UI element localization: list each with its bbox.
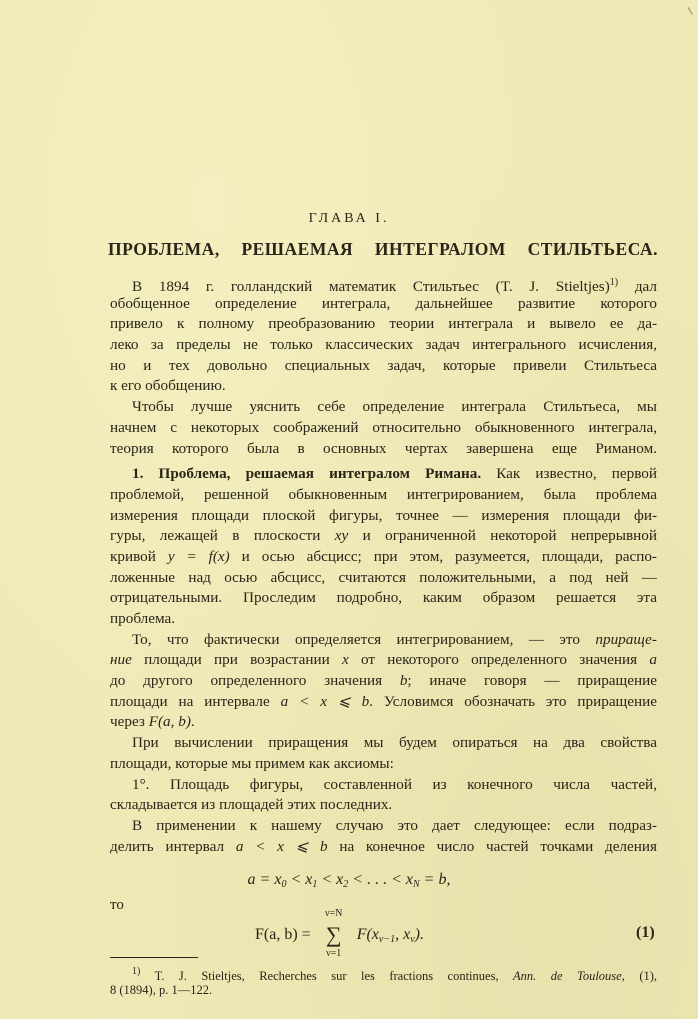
text-run: от некоторого определенного значения [348, 651, 650, 669]
text-run: В применении к нашему случаю это дает следующее: если подраз- [132, 816, 657, 834]
text-line [110, 671, 657, 692]
subscript: 1 [312, 879, 318, 890]
text-run: T. J. Stieltjes, Recherches sur les fractions continues, [140, 969, 514, 983]
text-run: = b, [419, 871, 451, 888]
text-line [110, 547, 657, 568]
italic-run: a < x ⩽ b [280, 692, 370, 710]
text-run: площади, которые мы примем как аксиомы: [110, 754, 394, 772]
text-run: кривой [110, 547, 168, 565]
text-line [110, 439, 657, 460]
text-line [110, 335, 657, 356]
text-run: Как известно, первой [481, 465, 657, 483]
text-run: То, что фактически определяется интегрированием, — это [132, 630, 596, 648]
text-line [110, 712, 657, 733]
text-run: , x [395, 926, 411, 943]
formula-rhs [357, 926, 424, 943]
text-run: . [190, 713, 195, 731]
text-line [110, 273, 657, 294]
text-line [110, 506, 657, 527]
italic-run: b [399, 672, 408, 690]
text-line [110, 526, 657, 547]
body-text [110, 273, 657, 857]
text-run: на конечное число частей точками деления [327, 837, 657, 855]
text-run: площади на интервале [110, 692, 281, 710]
text-line [110, 568, 657, 589]
footnote-rule [110, 957, 198, 958]
text-run: и осью абсцисс; при этом, разумеется, площади, распо- [229, 547, 657, 565]
footnote-line [110, 981, 657, 1000]
text-run: до другого определенного значения [110, 672, 400, 690]
sum-symbol [321, 908, 347, 959]
italic-run: ние [110, 651, 132, 669]
superscript: 1) [609, 277, 619, 288]
equation-number: (1) [636, 924, 655, 941]
subscript: N [412, 879, 420, 890]
text-run: 8 (1894), p. 1—122. [110, 983, 213, 997]
superscript: 1) [132, 966, 141, 977]
text-run: но и тех довольно специальных задач, которые привели Стильтьеса [110, 356, 657, 374]
text-run: делить интервал [110, 837, 236, 855]
text-line [110, 609, 657, 630]
connector-word: то [110, 897, 124, 913]
text-run: и ограниченной некоторой непрерывной [348, 527, 657, 545]
text-run: леко за пределы не только классических задач интегрального исчисления, [110, 336, 657, 354]
footnote [110, 962, 657, 1000]
text-line [110, 376, 657, 397]
text-run: Чтобы лучше уяснить себе определение интеграла Стильтьеса, мы [132, 398, 657, 416]
text-run: обобщенное определение интеграла, дальнейшее развитие которого [110, 294, 657, 312]
subscript: 2 [343, 879, 349, 890]
text-line [110, 314, 657, 335]
text-run: начнем с некоторых соображений относительно обыкновенного интеграла, [110, 418, 657, 436]
italic-run: a < x ⩽ b [235, 837, 328, 855]
sigma: ∑ [325, 922, 342, 947]
text-run: складывается из площадей этих последних. [110, 796, 393, 814]
partition-formula [0, 871, 698, 890]
italic-run: прираще- [595, 630, 657, 648]
sum-upper-limit: ν=N [324, 908, 343, 919]
text-run: площади при возрастании [131, 651, 343, 669]
text-run: теория которого была в основных чертах завершена еще Риманом. [110, 439, 657, 457]
subscript: ν−1 [378, 934, 396, 945]
text-run: < x [286, 871, 313, 888]
text-line [110, 733, 657, 754]
text-line [110, 630, 657, 651]
text-run: дал [618, 278, 658, 295]
text-line [110, 418, 657, 439]
text-line [110, 397, 657, 418]
text-run: < . . . < x [348, 871, 413, 888]
text-run: ложенные над осью абсцисс, считаются положительными, а под ней — [110, 568, 657, 586]
text-line [110, 775, 657, 796]
footnote-line [110, 962, 657, 981]
bold-run: 1. Проблема, решаемая интегралом Римана. [132, 465, 482, 483]
text-line [110, 485, 657, 506]
text-line [110, 816, 657, 837]
text-run: В 1894 г. голландский математик Стильтьес (T. J. Stieltjes) [132, 278, 610, 295]
text-run: привело к полному преобразованию теории интеграла и вывело ее да- [110, 315, 657, 333]
subscript: ν [410, 934, 415, 945]
text-line [110, 650, 657, 671]
chapter-heading: ГЛАВА I. [308, 211, 390, 226]
text-run: F(x [356, 926, 379, 943]
text-run: ; иначе говоря — приращение [407, 672, 657, 690]
text-line [110, 464, 657, 485]
text-run: отрицательными. Проследим подробно, каким образом решается эта [110, 589, 657, 607]
text-line [110, 356, 657, 377]
text-run: проблемой, решенной обыкновенным интегрированием, была проблема [110, 485, 657, 503]
formula-lhs: F(a, b) = [255, 926, 311, 943]
text-run: гуры, лежащей в плоскости [110, 527, 335, 545]
text-run: проблема. [110, 610, 176, 627]
italic-run: y = f(x) [167, 547, 230, 565]
text-line [110, 294, 657, 315]
text-line [110, 754, 657, 775]
text-line [110, 692, 657, 713]
text-run: измерения площади плоской фигуры, точнее — измерения площади фи- [110, 506, 657, 524]
text-run: ). [414, 926, 424, 943]
sum-formula [255, 908, 424, 959]
scan-mark [684, 7, 692, 16]
text-run: 1°. Площадь фигуры, составленной из конечного числа частей, [132, 775, 657, 793]
text-line [110, 588, 657, 609]
italic-run: x [342, 651, 349, 669]
text-run: через [110, 713, 149, 731]
chapter-title: ПРОБЛЕМА, РЕШАЕМАЯ ИНТЕГРАЛОМ СТИЛЬТЬЕСА. [108, 239, 658, 259]
text-run: к его обобщению. [110, 377, 226, 395]
sum-lower-limit: ν=1 [326, 948, 342, 959]
italic-run: a [649, 651, 657, 669]
text-run: , (1), [621, 969, 658, 983]
italic-run: Ann. de Toulouse [513, 969, 622, 983]
text-line [110, 837, 657, 858]
text-run: < x [317, 871, 344, 888]
text-run: . Условимся обозначать это приращение [369, 692, 657, 710]
text-line [110, 795, 657, 816]
italic-run: F(a, b) [148, 713, 191, 731]
text-run: При вычислении приращения мы будем опираться на два свойства [132, 734, 657, 752]
text-run: a = x [247, 871, 282, 888]
italic-run: xy [334, 527, 349, 545]
subscript: 0 [281, 879, 287, 890]
